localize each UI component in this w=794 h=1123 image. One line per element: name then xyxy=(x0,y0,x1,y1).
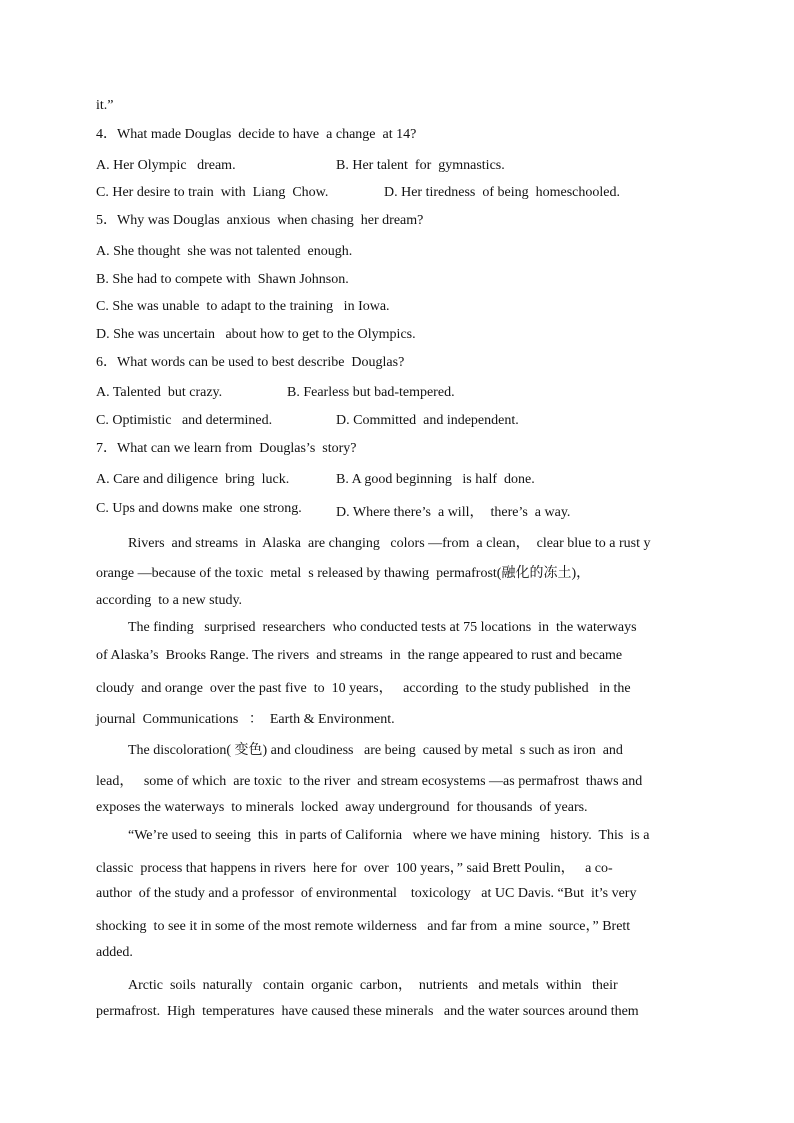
q6-option-c: C. Optimistic and determined. xyxy=(96,413,273,428)
q6-option-a: A. Talented but crazy. xyxy=(96,385,223,400)
question-6-options-row-1 xyxy=(96,385,696,401)
p4-line-5: added. xyxy=(96,945,133,960)
p5-line-2: permafrost. High temperatures have caused these minerals and the water sources around them xyxy=(96,1004,639,1019)
p4-line-3: author of the study and a professor of environmental toxicology at UC Davis. “But it’s very xyxy=(96,886,637,901)
p2-line-3: cloudy and orange over the past five to 10 years， according to the study published in the xyxy=(96,681,631,696)
p1-line-2: orange —because of the toxic metal s released by thawing permafrost(融化的冻土)， xyxy=(96,566,591,581)
question-6-options-row-2 xyxy=(96,413,696,429)
q5-option-d-text: D. She was uncertain about how to get to the Olympics. xyxy=(96,327,416,342)
q7-option-d: D. Where there’s a will， there’s a way. xyxy=(336,505,571,520)
p3-line-2: lead， some of which are toxic to the river and stream ecosystems —as permafrost thaws and xyxy=(96,774,643,789)
question-5: 5．Why was Douglas anxious when chasing her dream? xyxy=(96,213,424,228)
p4-line-1: “We’re used to seeing this in parts of California where we have mining history. This is a xyxy=(128,828,650,843)
question-7-options-row-2 xyxy=(96,501,696,520)
q4-option-b: B. Her talent for gymnastics. xyxy=(336,158,505,173)
question-4-options-row-1 xyxy=(96,158,696,174)
previous-text-tail: it.” xyxy=(96,98,114,113)
p4-line-2: classic process that happens in rivers here for over 100 years，” said Brett Poulin， a co- xyxy=(96,861,613,876)
question-7: 7．What can we learn from Douglas’s story? xyxy=(96,441,357,456)
p5-line-1: Arctic soils naturally contain organic carbon， nutrients and metals within their xyxy=(128,978,618,993)
q7-option-a: A. Care and diligence bring luck. xyxy=(96,472,290,487)
p4-line-4: shocking to see it in some of the most remote wilderness and far from a mine source，” Brett xyxy=(96,919,631,934)
q6-option-d: D. Committed and independent. xyxy=(336,413,519,428)
q5-option-a xyxy=(96,244,696,260)
q5-option-a-text: A. She thought she was not talented enough. xyxy=(96,244,353,259)
question-4-options-row-2 xyxy=(96,185,696,201)
q7-option-b: B. A good beginning is half done. xyxy=(336,472,535,487)
p3-line-1: The discoloration( 变色) and cloudiness are being caused by metal s such as iron and xyxy=(128,743,623,758)
q5-option-c-text: C. She was unable to adapt to the training in Iowa. xyxy=(96,299,390,314)
q6-option-b: B. Fearless but bad-tempered. xyxy=(287,385,455,400)
question-6: 6．What words can be used to best describe Douglas? xyxy=(96,355,405,370)
question-4: 4．What made Douglas decide to have a change at 14? xyxy=(96,127,417,142)
p2-line-1: The finding surprised researchers who conducted tests at 75 locations in the waterways xyxy=(128,620,637,635)
p1-line-1: Rivers and streams in Alaska are changing colors —from a clean， clear blue to a rust y xyxy=(128,536,651,551)
question-7-options-row-1 xyxy=(96,472,696,488)
q5-option-b-text: B. She had to compete with Shawn Johnson. xyxy=(96,272,349,287)
q4-option-a: A. Her Olympic dream. xyxy=(96,158,236,173)
p2-line-4: journal Communications ： Earth & Environment. xyxy=(96,712,395,727)
q7-option-c: C. Ups and downs make one strong. xyxy=(96,501,302,516)
p2-line-2: of Alaska’s Brooks Range. The rivers and streams in the range appeared to rust and became xyxy=(96,648,623,663)
q5-option-c xyxy=(96,299,696,315)
q5-option-d xyxy=(96,327,696,343)
p3-line-3: exposes the waterways to minerals locked away underground for thousands of years. xyxy=(96,800,588,815)
q5-option-b xyxy=(96,272,696,288)
p1-line-3: according to a new study. xyxy=(96,593,243,608)
q4-option-d: D. Her tiredness of being homeschooled. xyxy=(384,185,620,200)
q4-option-c: C. Her desire to train with Liang Chow. xyxy=(96,185,329,200)
